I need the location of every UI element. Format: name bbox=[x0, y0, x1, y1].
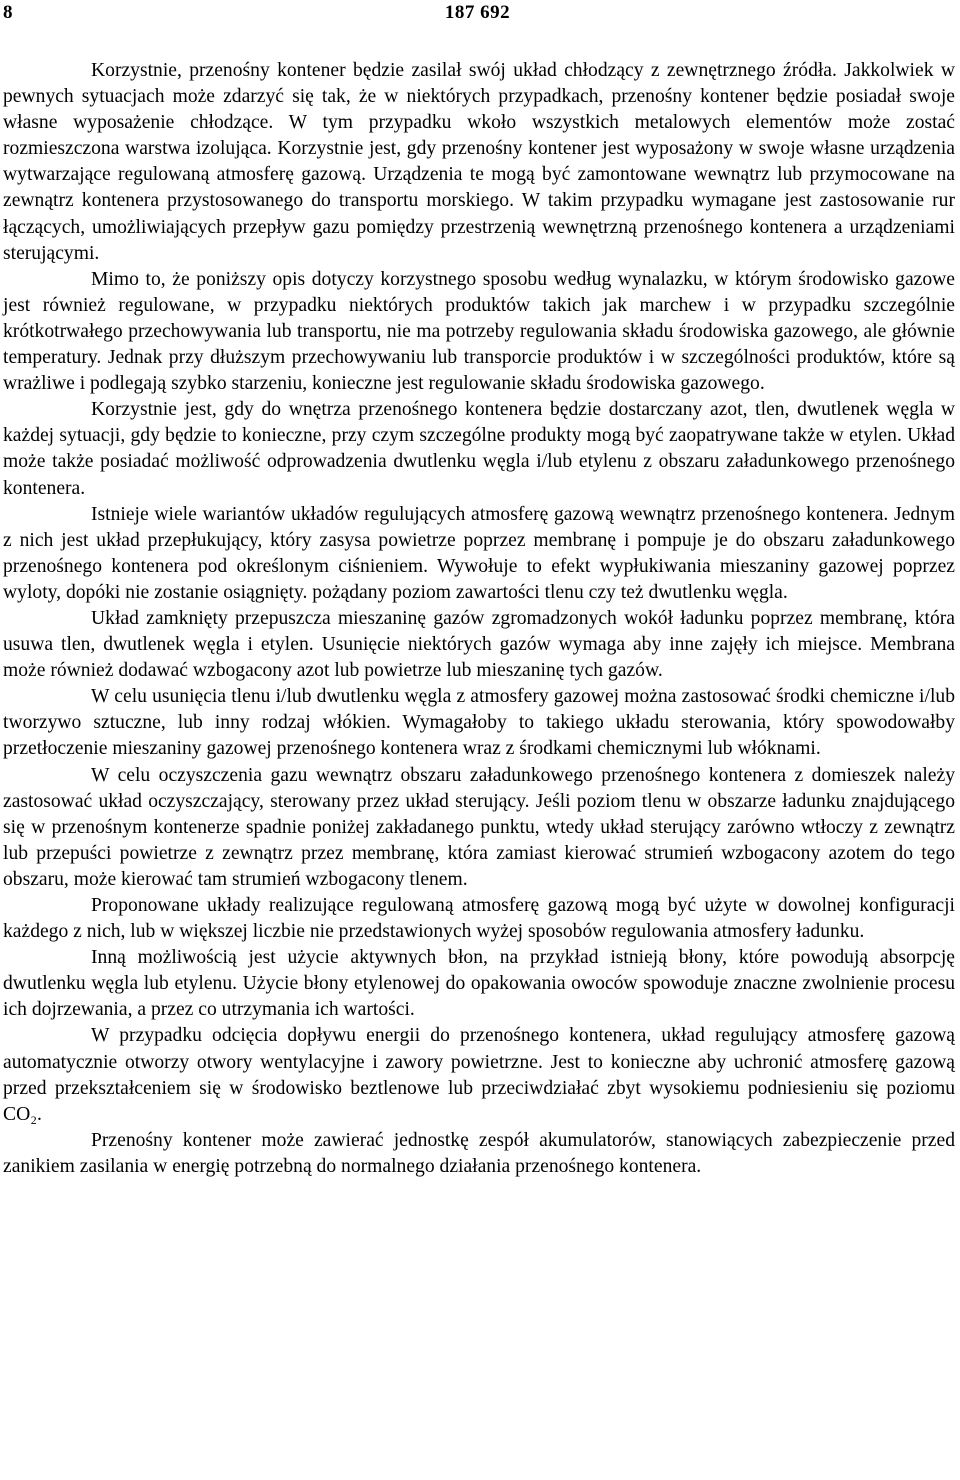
paragraph-6: W celu usunięcia tlenu i/lub dwutlenku węgla z atmosfery gazowej można zastosować środki chemiczne i/lub tworzywo sztuczne, lub inny rodzaj włókien. Wymagałoby to takiego układu sterowania, który spowodowałby przetłoczenie mieszaniny gazowej przenośnego kontenera wraz z środkami chemicznymi lub włóknami. bbox=[3, 686, 955, 760]
paragraph-7: W celu oczyszczenia gazu wewnątrz obszaru załadunkowego przenośnego kontenera z domieszek należy zastosować układ oczyszczający, sterowany przez układ sterujący. Jeśli poziom tlenu w obszarze ładunku znajdującego się w przenośnym kontenerze spadnie poniżej zakładanego punktu, wtedy układ sterujący zarówno wtłoczy z zewnątrz lub przepuści powietrze z zewnątrz przez membranę, która zamiast kierować strumień wzbogacony azotem do tego obszaru, może kierować tam strumień wzbogacony tlenem. bbox=[3, 764, 955, 890]
paragraph-8: Proponowane układy realizujące regulowaną atmosferę gazową mogą być użyte w dowolnej konfiguracji każdego z nich, lub w większej liczbie nie przedstawionych wyżej sposobów regulowania atmosfery ładunku. bbox=[3, 895, 955, 943]
paragraph-4: Istnieje wiele wariantów układów regulujących atmosferę gazową wewnątrz przenośnego kontenera. Jednym z nich jest układ przepłukujący, który zasysa powietrze poprzez membranę i pompuje je do obszaru załadunkowego przenośnego kontenera pod określonym ciśnieniem. Wywołuje to efekt wypłukiwania mieszaniny gazowej poprzez wyloty, dopóki nie zostanie osiągnięty. pożądany poziom zawartości tlenu czy też dwutlenku węgla. bbox=[3, 503, 955, 603]
paragraph-11: Przenośny kontener może zawierać jednostkę zespół akumulatorów, stanowiących zabezpieczenie przed zanikiem zasilania w energię potrzebną do normalnego działania przenośnego kontenera. bbox=[3, 1129, 955, 1177]
page-header bbox=[3, 2, 952, 26]
paragraph-2: Mimo to, że poniższy opis dotyczy korzystnego sposobu według wynalazku, w którym środowisko gazowe jest również regulowane, w przypadku niektórych produktów takich jak marchew i w przypadku szczególnie krótkotrwałego przechowywania lub transportu, nie ma potrzeby regulowania składu środowiska gazowego, ale głównie temperatury. Jednak przy dłuższym przechowywaniu lub transporcie produktów i w szczególności produktów, które są wrażliwe i podlegają szybko starzeniu, konieczne jest regulowanie składu środowiska gazowego. bbox=[3, 268, 955, 395]
paragraph-1: Korzystnie, przenośny kontener będzie zasilał swój układ chłodzący z zewnętrznego źródła. Jakkolwiek w pewnych sytuacjach może zdarzyć się tak, że w niektórych przypadkach, przenośny kontener będzie posiadał swoje własne wyposażenie chłodzące. W tym przypadku wkoło wszystkich metalowych elementów może zostać rozmieszczona warstwa izolująca. Korzystnie jest, gdy przenośny kontener jest wyposażony w swoje własne urządzenia wytwarzające regulowaną atmosferę gazową. Urządzenia te mogą być zamontowane wewnątrz lub przymocowane na zewnątrz kontenera przystosowanego do transportu morskiego. W takim przypadku wymagane jest zastosowanie rur łączących, umożliwiających przepływ gazu pomiędzy przestrzenią wewnętrzną przenośnego kontenera a urządzeniami sterującymi. bbox=[3, 60, 955, 264]
paragraph-10: W przypadku odcięcia dopływu energii do przenośnego kontenera, układ regulujący atmosferę gazową automatycznie otworzy otwory wentylacyjne i zawory powietrzne. Jest to konieczne aby uchronić atmosferę gazową przed przekształceniem się w środowisko beztlenowe lub przeciwdziałać zbyt wysokiemu podniesieniu się poziomu CO₂. bbox=[3, 1025, 955, 1125]
paragraph-9: Inną możliwością jest użycie aktywnych błon, na przykład istnieją błony, które powodują absorpcję dwutlenku węgla lub etylenu. Użycie błony etylenowej do opakowania owoców spowoduje znaczne zwolnienie procesu ich dojrzewania, a przez co utrzymania ich wartości. bbox=[3, 947, 955, 1021]
document-number: 187 692 bbox=[444, 2, 511, 23]
paragraph-3: Korzystnie jest, gdy do wnętrza przenośnego kontenera będzie dostarczany azot, tlen, dwutlenek węgla w każdej sytuacji, gdy będzie to konieczne, przy czym szczególne produkty mogą być zaopatrywane także w etylen. Układ może także posiadać możliwość odprowadzenia dwutlenku węgla i/lub etylenu z obszaru załadunkowego przenośnego kontenera. bbox=[3, 399, 955, 499]
body-text bbox=[3, 58, 955, 1180]
paragraph-5: Układ zamknięty przepuszcza mieszaninę gazów zgromadzonych wokół ładunku poprzez membranę, która usuwa tlen, dwutlenek węgla i etylen. Usunięcie niektórych gazów wymaga aby inne zajęły ich miejsce. Membrana może również dodawać wzbogacony azot lub powietrze lub mieszaninę tych gazów. bbox=[3, 607, 955, 682]
page-number: 8 bbox=[3, 2, 13, 23]
